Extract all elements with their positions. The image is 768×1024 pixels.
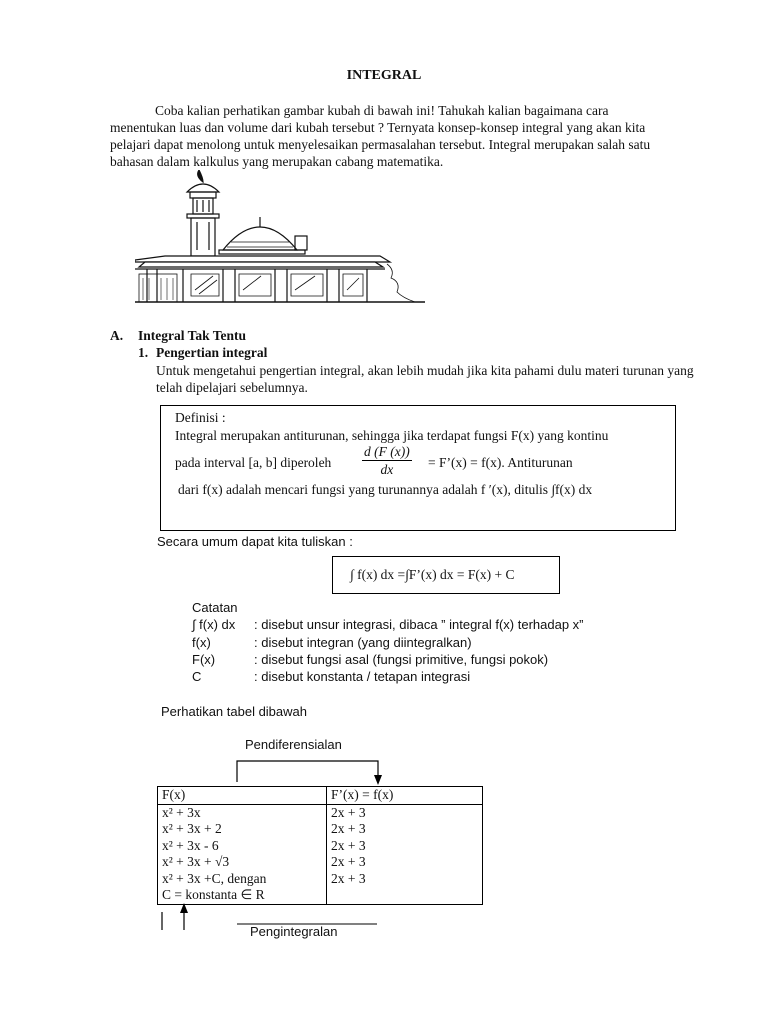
note-row: C : disebut konstanta / tetapan integrasi <box>192 669 471 684</box>
table-header-fx: F(x) <box>158 787 327 805</box>
general-formula: ∫ f(x) dx =∫F’(x) dx = F(x) + C <box>350 567 515 582</box>
definition-line-3: dari f(x) adalah mencari fungsi yang turunannya adalah f ′(x), ditulis ∫f(x) dx <box>178 482 593 497</box>
definition-heading: Definisi : <box>175 410 226 425</box>
table-header-derivative: F’(x) = f(x) <box>327 787 483 805</box>
definition-line-1: Integral merupakan antiturunan, sehingga jika terdapat fungsi F(x) yang kontinu <box>175 428 609 443</box>
general-form-text: Secara umum dapat kita tuliskan : <box>157 534 353 549</box>
fraction-numerator: d (F (x)) <box>364 444 410 459</box>
table-cell-fx: x² + 3x x² + 3x + 2 x² + 3x - 6 x² + 3x + √3 x² + 3x +C, dengan C = konstanta ∈ R <box>158 804 327 904</box>
function-table <box>157 786 483 905</box>
integration-label: Pengintegralan <box>250 924 338 939</box>
note-row: F(x) : disebut fungsi asal (fungsi primitive, fungsi pokok) <box>192 652 549 667</box>
arrow-down-icon <box>374 775 382 785</box>
notes-heading: Catatan <box>192 600 238 615</box>
definition-line-2-prefix: pada interval [a, b] diperoleh <box>175 455 332 470</box>
intro-paragraph: Coba kalian perhatikan gambar kubah di bawah ini! Tahukah kalian bagaimana cara menentukan luas dan volume dari kubah tersebut ? Ternyata konsep-konsep integral yang akan kita pelajari dapat menolong untuk menyelesaikan permasalahan tersebut. Integral merupakan salah satu bahasan dalam kalkulus yang merupakan cabang matematika. <box>110 103 651 169</box>
subsection-1-heading: 1. Pengertian integral <box>138 345 268 360</box>
differentiation-arrow <box>237 761 378 782</box>
table-cell-derivative: 2x + 3 2x + 3 2x + 3 2x + 3 2x + 3 <box>327 804 483 904</box>
note-row: f(x) : disebut integran (yang diintegralkan) <box>192 635 472 650</box>
table-header-row <box>158 787 483 805</box>
note-row: ∫ f(x) dx : disebut unsur integrasi, dibaca ” integral f(x) terhadap x” <box>192 617 584 632</box>
definition-line-2-suffix: = F’(x) = f(x). Antiturunan <box>428 455 573 470</box>
subsection-intro-text: Untuk mengetahui pengertian integral, akan lebih mudah jika kita pahami dulu materi turunan yang telah dipelajari sebelumnya. <box>156 363 694 395</box>
arrow-up-icon <box>180 903 188 913</box>
table-row <box>158 804 483 904</box>
fraction-denominator: dx <box>380 462 394 477</box>
table-intro-text: Perhatikan tabel dibawah <box>161 704 307 719</box>
page-title: INTEGRAL <box>346 68 422 83</box>
section-a-heading: A. Integral Tak Tentu <box>110 328 247 343</box>
differentiation-label: Pendiferensialan <box>245 737 342 752</box>
